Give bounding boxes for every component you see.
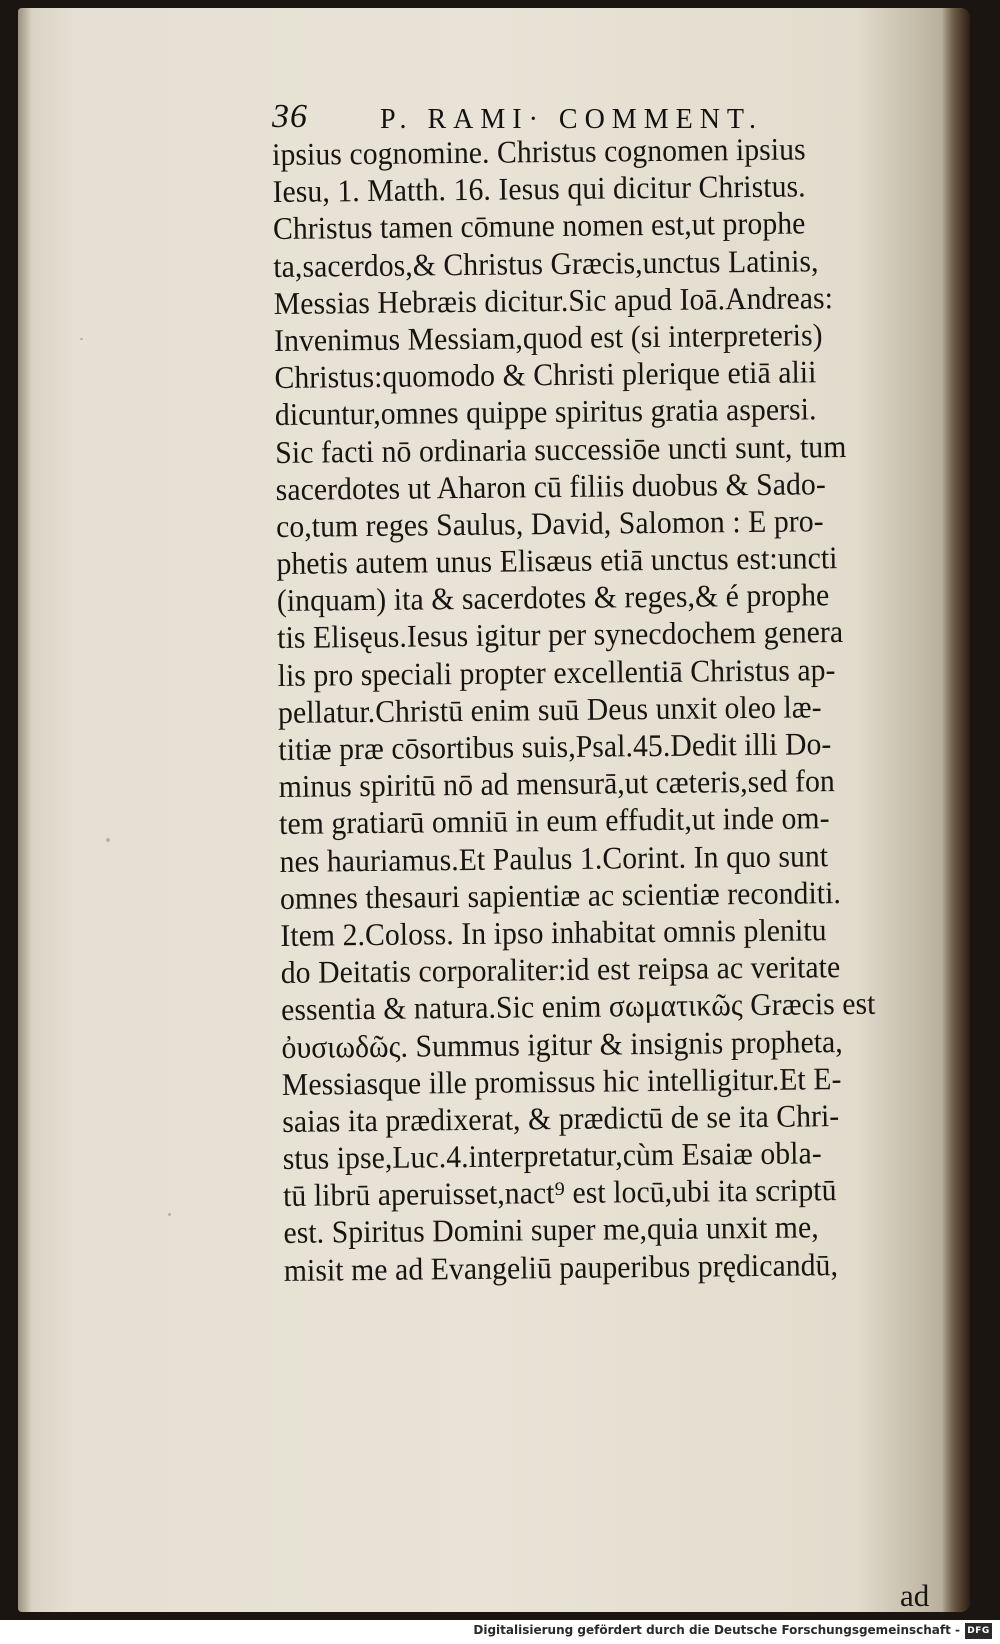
running-title: P. RAMI· COMMENT. (380, 104, 763, 135)
text-line: tis Elisęus.Iesus igitur per synecdochem genera (277, 614, 844, 656)
text-line: dicuntur,omnes quippe spiritus gratia aspersi. (274, 391, 817, 433)
text-line: co,tum reges Saulus, David, Salomon : E pro- (275, 503, 824, 544)
text-line: Invenimus Messiam,quod est (si interpreteris) (273, 317, 823, 358)
text-line: phetis autem unus Elisæus etiā unctus est:uncti (276, 540, 838, 582)
body-text (272, 129, 964, 1289)
text-line: (inquam) ita & sacerdotes & reges,& é prophe (276, 577, 830, 619)
text-line: tem gratiarū omniū in eum effudit,ut inde om- (279, 800, 830, 842)
text-line: Christus:quomodo & Christi plerique etiā alii (274, 354, 817, 396)
text-line: minus spiritū nō ad mensurā,ut cæteris,sed fon (278, 763, 835, 805)
text-line: est. Spiritus Domini super me,quia unxit me, (283, 1209, 819, 1251)
dfg-logo: DFG (965, 1623, 992, 1639)
footer-bar (0, 1620, 1000, 1644)
text-line: Messiasque ille promissus hic intelligitur.Et E- (281, 1060, 842, 1102)
text-line: Item 2.Coloss. In ipso inhabitat omnis plenitu (280, 912, 827, 953)
text-line: stus ipse,Luc.4.interpretatur,cùm Esaiæ obla- (282, 1135, 822, 1177)
text-line: nes hauriamus.Et Paulus 1.Corint. In quo sunt (279, 837, 829, 879)
text-line: ὀυσιωδῶς. Summus igitur & insignis propheta, (281, 1023, 844, 1065)
text-line: sacerdotes ut Aharon cū filiis duobus & Sado- (275, 465, 827, 507)
text-line: Sic facti nō ordinaria successiōe uncti sunt, tum (275, 428, 847, 470)
paper-speck (168, 1213, 171, 1216)
paper-speck (80, 338, 83, 340)
page-edge-shadow (18, 8, 32, 1612)
text-line: saias ita prædixerat, & prædictū de se ita Chri- (282, 1097, 840, 1139)
text-line: essentia & natura.Sic enim σωματικῶς Græcis est (280, 986, 876, 1028)
text-line: ipsius cognomine. Christus cognomen ipsius (272, 131, 806, 172)
text-line: pellatur.Christū enim suū Deus unxit oleo læ- (277, 689, 822, 730)
paper-speck (106, 838, 110, 842)
text-line: ta,sacerdos,& Christus Græcis,unctus Latinis, (273, 242, 819, 284)
text-line: misit me ad Evangeliū pauperibus prędicandū, (283, 1246, 839, 1288)
page-number: 36 (272, 98, 308, 135)
text-line: Christus tamen cōmune nomen est,ut prophe (272, 205, 806, 247)
text-line: Messias Hebræis dicitur.Sic apud Ioā.Andreas: (273, 279, 834, 321)
text-line: do Deitatis corporaliter:id est reipsa ac veritate (280, 949, 841, 991)
text-line: tū librū aperuisset,nact⁹ est locū,ubi ita scriptū (282, 1172, 837, 1214)
text-line: titiæ præ cōsortibus suis,Psal.45.Dedit illi Do- (278, 726, 832, 767)
catchword: ad (900, 1578, 930, 1613)
text-line: lis pro speciali propter excellentiā Christus ap- (277, 651, 836, 693)
text-line: omnes thesauri sapientiæ ac scientiæ reconditi. (279, 874, 842, 916)
funding-credit: Digitalisierung gefördert durch die Deutsche Forschungsgemeinschaft - (473, 1623, 960, 1637)
text-line: Iesu, 1. Matth. 16. Iesus qui dicitur Christus. (272, 168, 806, 210)
